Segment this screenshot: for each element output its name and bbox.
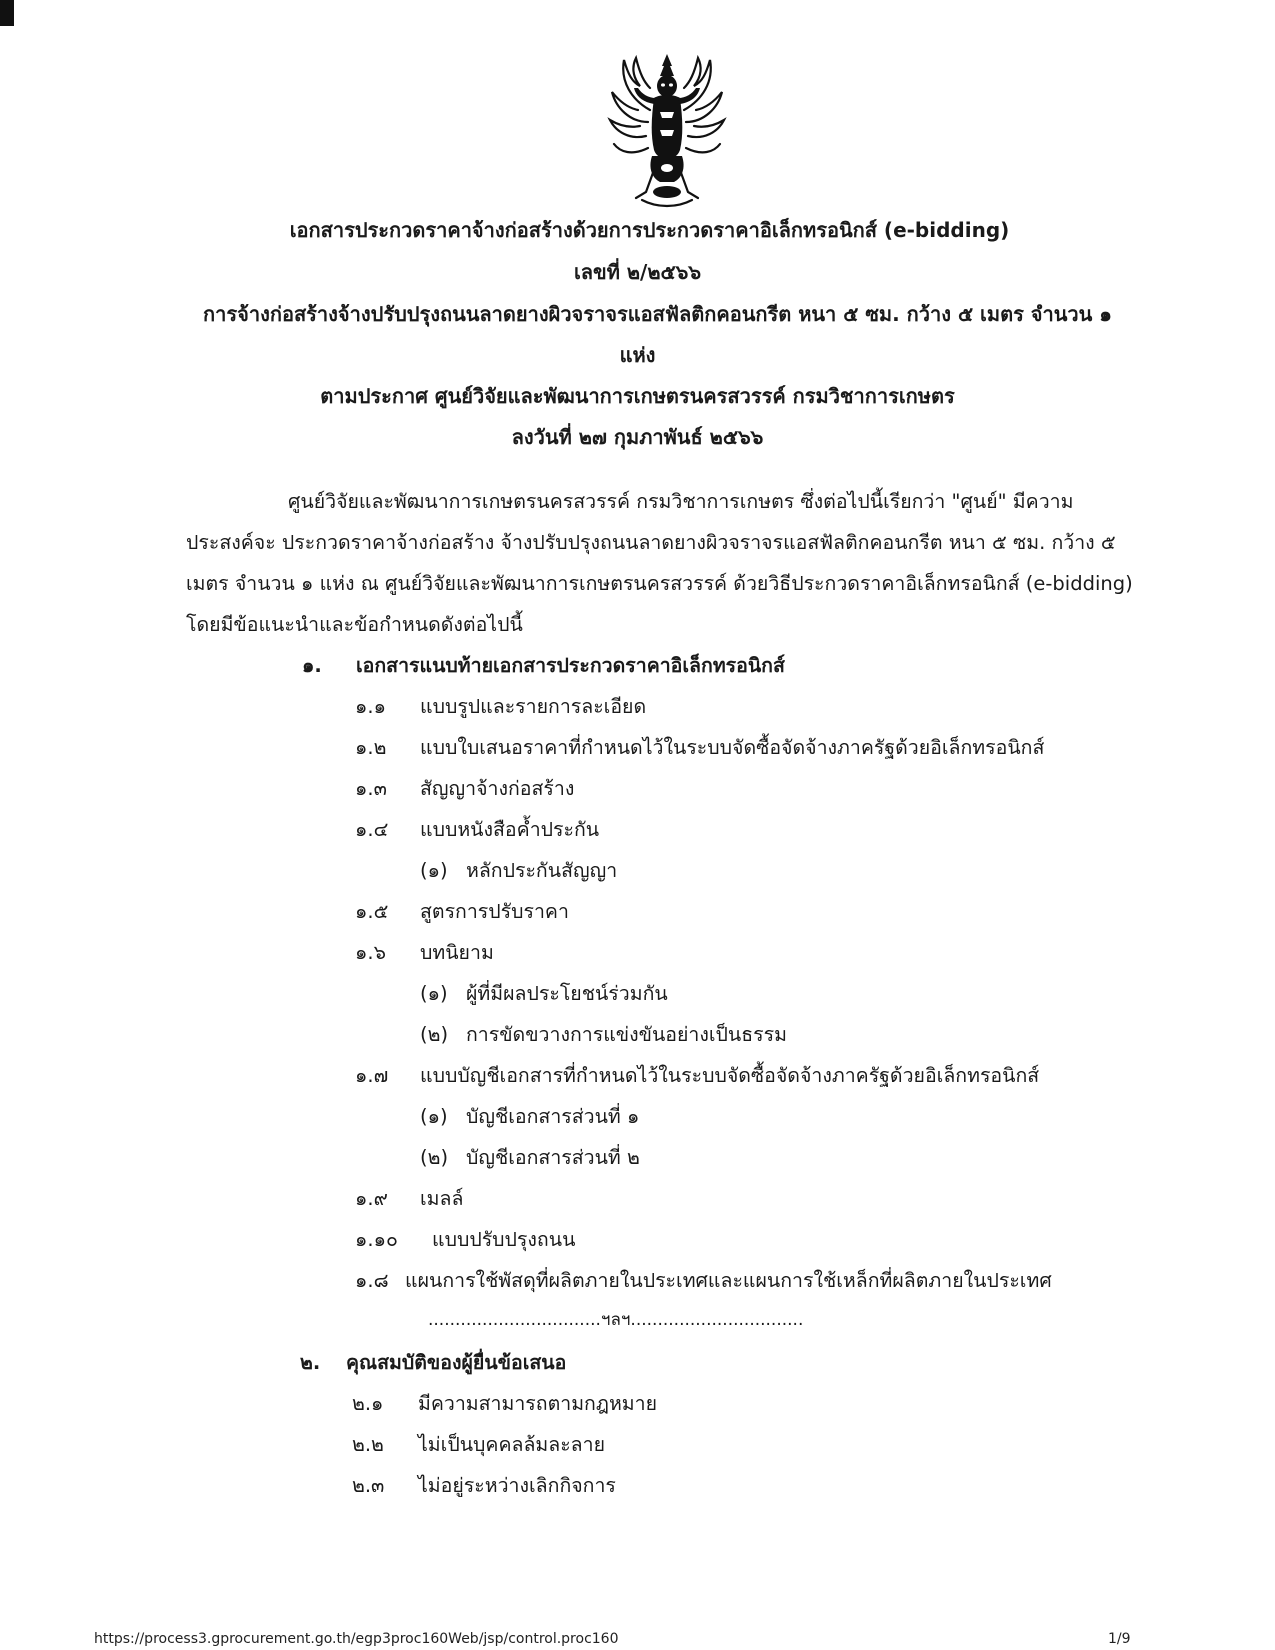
item-number: ๒.๓: [352, 1474, 385, 1497]
item-number: ๑.๘: [355, 1269, 389, 1292]
section-1-number: ๑.: [302, 654, 322, 677]
subitem-number: (๑): [420, 982, 448, 1005]
item-text: แบบปรับปรุงถนน: [432, 1228, 576, 1251]
subitem-number: (๒): [420, 1023, 449, 1046]
item-number: ๑.๙: [355, 1187, 388, 1210]
item-text: แบบรูปและรายการละเอียด: [420, 695, 647, 718]
item-number: ๑.๑๐: [355, 1228, 398, 1251]
subitem-text: บัญชีเอกสารส่วนที่ ๑: [466, 1105, 640, 1128]
item-text: แบบบัญชีเอกสารที่กำหนดไว้ในระบบจัดซื้อจัดจ้างภาครัฐด้วยอิเล็กทรอนิกส์: [420, 1064, 1040, 1087]
subitem-text: การขัดขวางการแข่งขันอย่างเป็นธรรม: [466, 1023, 787, 1046]
item-text: บทนิยาม: [420, 941, 494, 964]
section-2-title: คุณสมบัติของผู้ยื่นข้อเสนอ: [346, 1351, 567, 1374]
intro-line-4: โดยมีข้อแนะนำและข้อกำหนดดังต่อไปนี้: [186, 613, 523, 636]
scan-edge-mark: [0, 0, 14, 26]
item-number: ๑.๗: [355, 1064, 389, 1087]
item-text: ไม่เป็นบุคคลล้มละลาย: [418, 1433, 606, 1456]
item-number: ๑.๔: [355, 818, 389, 841]
garuda-emblem-icon: [602, 52, 732, 210]
subitem-number: (๒): [420, 1146, 449, 1169]
project-title-line-1: การจ้างก่อสร้างจ้างปรับปรุงถนนลาดยางผิวจราจรแอสฟัลติกคอนกรีต หนา ๕ ซม. กว้าง ๕ เมตร จำนวน ๑: [203, 302, 1112, 326]
footer-url: https://process3.gprocurement.go.th/egp3proc160Web/jsp/control.proc160: [94, 1631, 619, 1647]
item-text: แบบใบเสนอราคาที่กำหนดไว้ในระบบจัดซื้อจัดจ้างภาครัฐด้วยอิเล็กทรอนิกส์: [420, 736, 1045, 759]
announcement-line: ตามประกาศ ศูนย์วิจัยและพัฒนาการเกษตรนครสวรรค์ กรมวิชาการเกษตร: [320, 384, 955, 408]
project-title-line-2: แห่ง: [619, 343, 656, 367]
item-number: ๑.๕: [355, 900, 389, 923]
section-2-number: ๒.: [300, 1351, 321, 1374]
section-1-title: เอกสารแนบท้ายเอกสารประกวดราคาอิเล็กทรอนิกส์: [356, 654, 785, 677]
document-title: เอกสารประกวดราคาจ้างก่อสร้างด้วยการประกวดราคาอิเล็กทรอนิกส์ (e-bidding): [289, 218, 1010, 242]
item-number: ๑.๑: [355, 695, 386, 718]
item-text: สัญญาจ้างก่อสร้าง: [420, 777, 575, 800]
item-text: สูตรการปรับราคา: [420, 900, 569, 923]
item-text: ไม่อยู่ระหว่างเลิกกิจการ: [418, 1474, 616, 1497]
subitem-text: หลักประกันสัญญา: [466, 859, 618, 882]
subitem-text: บัญชีเอกสารส่วนที่ ๒: [466, 1146, 640, 1169]
subitem-text: ผู้ที่มีผลประโยชน์ร่วมกัน: [466, 982, 668, 1005]
omission-ellipsis: ................................ฯลฯ................................: [428, 1310, 804, 1330]
item-number: ๒.๑: [352, 1392, 384, 1415]
document-number: เลขที่ ๒/๒๕๖๖: [573, 260, 702, 284]
subitem-number: (๑): [420, 859, 448, 882]
item-number: ๑.๓: [355, 777, 387, 800]
item-number: ๒.๒: [352, 1433, 384, 1456]
item-number: ๑.๖: [355, 941, 386, 964]
item-text: แผนการใช้พัสดุที่ผลิตภายในประเทศและแผนการใช้เหล็กที่ผลิตภายในประเทศ: [405, 1269, 1052, 1292]
announcement-date: ลงวันที่ ๒๗ กุมภาพันธ์ ๒๕๖๖: [511, 425, 764, 449]
intro-line-3: เมตร จำนวน ๑ แห่ง ณ ศูนย์วิจัยและพัฒนาการเกษตรนครสวรรค์ ด้วยวิธีประกวดราคาอิเล็กทรอนิกส์ (e-bidding): [186, 572, 1133, 595]
subitem-number: (๑): [420, 1105, 448, 1128]
item-text: มีความสามารถตามกฎหมาย: [418, 1392, 658, 1415]
page-number: 1/9: [1108, 1631, 1131, 1647]
item-text: แบบหนังสือค้ำประกัน: [420, 818, 600, 841]
item-number: ๑.๒: [355, 736, 387, 759]
intro-line-1: ศูนย์วิจัยและพัฒนาการเกษตรนครสวรรค์ กรมวิชาการเกษตร ซึ่งต่อไปนี้เรียกว่า "ศูนย์" มีความ: [288, 490, 1074, 513]
item-text: เมลล์: [420, 1187, 464, 1210]
intro-line-2: ประสงค์จะ ประกวดราคาจ้างก่อสร้าง จ้างปรับปรุงถนนลาดยางผิวจราจรแอสฟัลติกคอนกรีต หนา ๕ ซม. กว้าง ๕: [186, 531, 1116, 554]
